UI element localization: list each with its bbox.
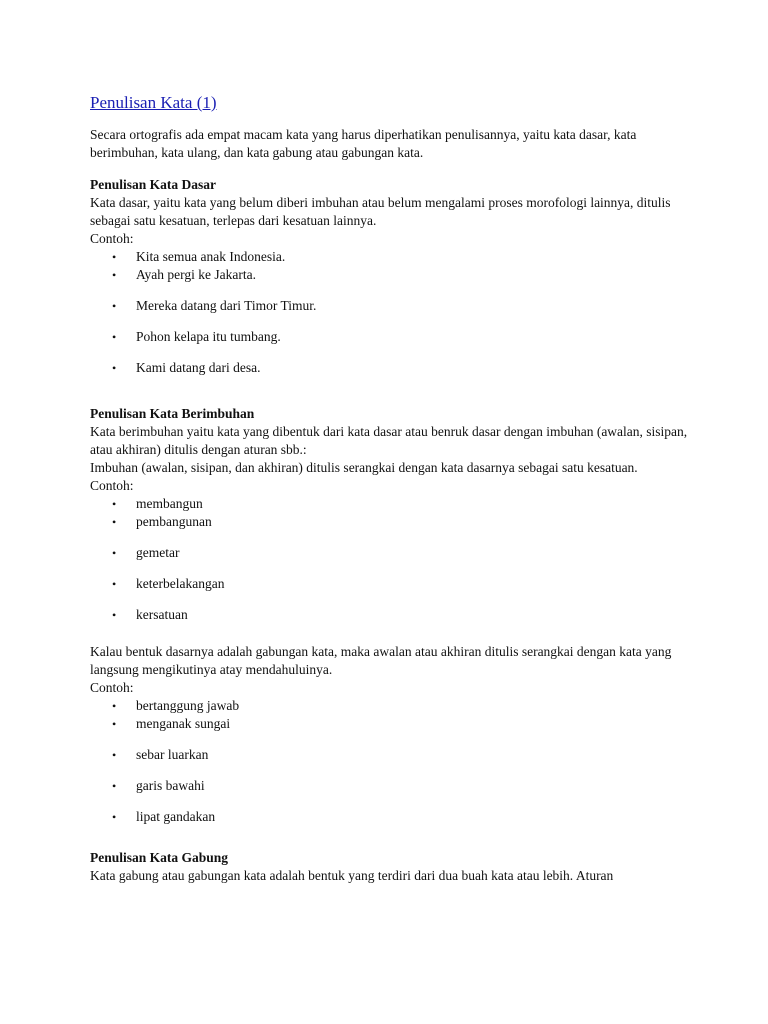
list-item: • sebar luarkan [90, 746, 690, 764]
example-list-gabungan [90, 697, 690, 826]
list-item: • Ayah pergi ke Jakarta. [90, 266, 690, 284]
paragraph-kata-gabung: Kata gabung atau gabungan kata adalah bentuk yang terdiri dari dua buah kata atau lebih. Aturan [90, 868, 614, 883]
example-list-dasar [90, 248, 690, 377]
section-kata-gabung [90, 849, 690, 885]
list-item: • kersatuan [90, 606, 690, 624]
contoh-label: Contoh: [90, 680, 134, 695]
section-kata-dasar [90, 176, 690, 377]
paragraph-imbuhan-rule: Imbuhan (awalan, sisipan, dan akhiran) ditulis serangkai dengan kata dasarnya sebagai satu kesatuan. [90, 460, 638, 475]
paragraph-gabungan-rule: Kalau bentuk dasarnya adalah gabungan kata, maka awalan atau akhiran ditulis serangkai dengan kata yang langsung mengikutinya atay mendahuluinya. [90, 644, 672, 677]
page-title-link[interactable]: Penulisan Kata (1) [90, 93, 217, 112]
list-item: • menganak sungai [90, 715, 690, 733]
list-item: • Pohon kelapa itu tumbang. [90, 328, 690, 346]
contoh-label: Contoh: [90, 231, 134, 246]
list-item: • Kita semua anak Indonesia. [90, 248, 690, 266]
paragraph-kata-dasar: Kata dasar, yaitu kata yang belum diberi imbuhan atau belum mengalami proses morofologi lainnya, ditulis sebagai satu kesatuan, terlepas dari kesatuan lainnya. [90, 195, 671, 228]
heading-kata-dasar: Penulisan Kata Dasar [90, 177, 217, 192]
document-page [90, 92, 690, 885]
list-item: • pembangunan [90, 513, 690, 531]
section-kata-berimbuhan [90, 405, 690, 826]
example-list-berimbuhan [90, 495, 690, 624]
heading-kata-berimbuhan: Penulisan Kata Berimbuhan [90, 406, 255, 421]
heading-kata-gabung: Penulisan Kata Gabung [90, 850, 229, 865]
list-item: • Mereka datang dari Timor Timur. [90, 297, 690, 315]
list-item: • garis bawahi [90, 777, 690, 795]
list-item: • lipat gandakan [90, 808, 690, 826]
contoh-label: Contoh: [90, 478, 134, 493]
list-item: • gemetar [90, 544, 690, 562]
list-item: • keterbelakangan [90, 575, 690, 593]
list-item: • bertanggung jawab [90, 697, 690, 715]
paragraph-kata-berimbuhan: Kata berimbuhan yaitu kata yang dibentuk dari kata dasar atau benruk dasar dengan imbuhan (awalan, sisipan, atau akhiran) ditulis dengan aturan sbb.: [90, 424, 688, 457]
intro-paragraph: Secara ortografis ada empat macam kata yang harus diperhatikan penulisannya, yaitu kata dasar, kata berimbuhan, kata ulang, dan kata gabung atau gabungan kata. [90, 127, 637, 160]
list-item: • membangun [90, 495, 690, 513]
list-item: • Kami datang dari desa. [90, 359, 690, 377]
